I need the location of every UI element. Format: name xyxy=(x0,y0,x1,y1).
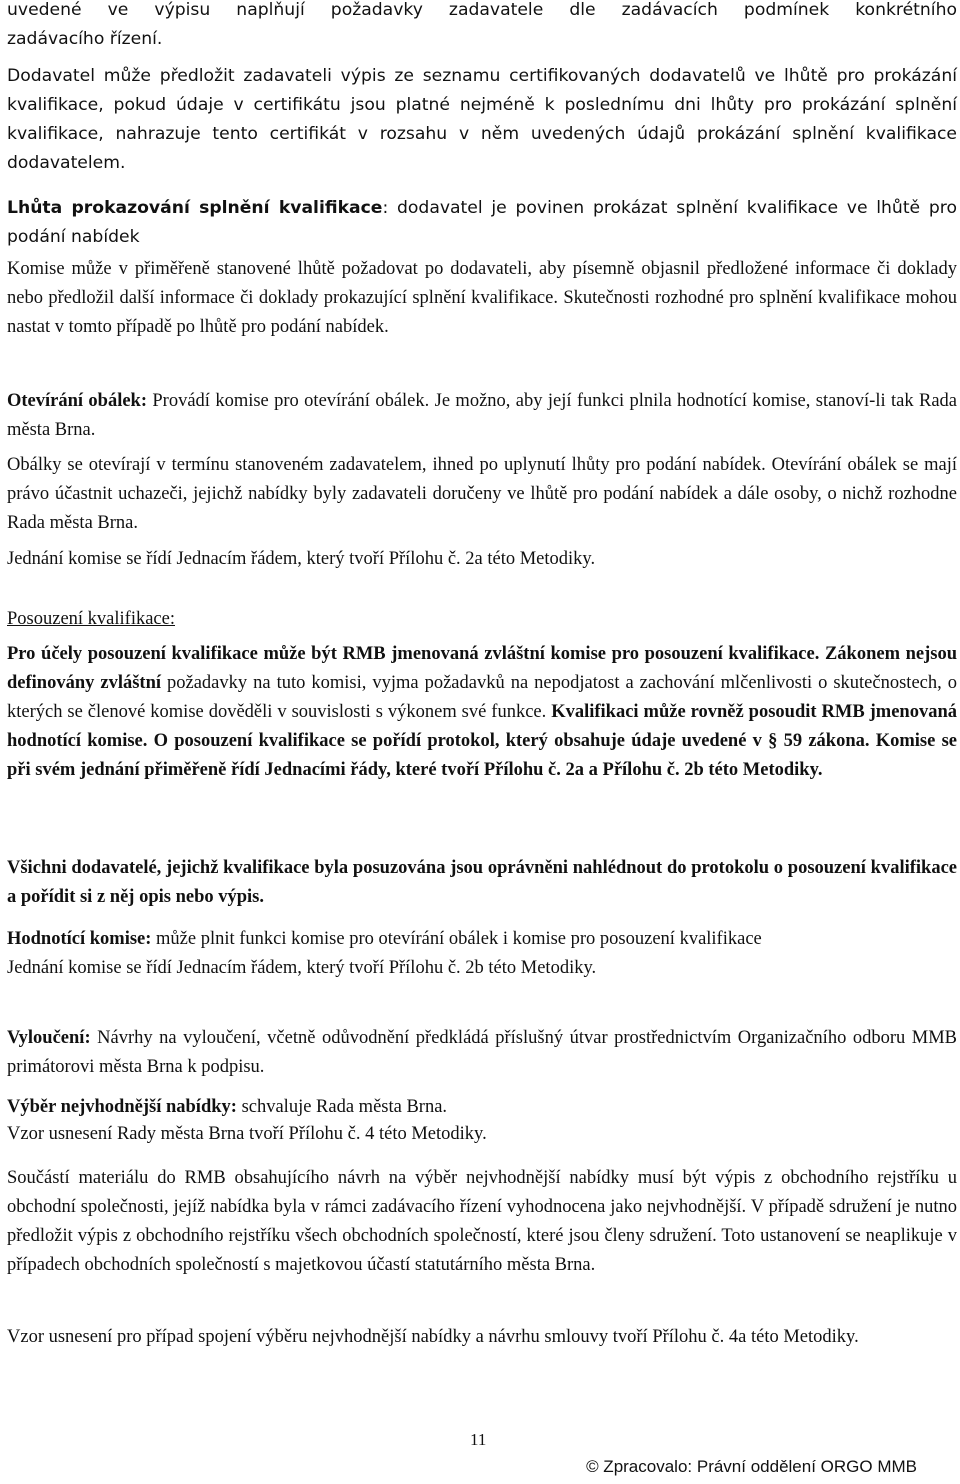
exclusion-label: Vyloučení: xyxy=(7,1028,91,1048)
paragraph-evaluation-commission xyxy=(7,925,957,983)
suppliers-rights-text: Všichni dodavatelé, jejichž kvalifikace byla posuzována jsou oprávněni nahlédnout do protokolu o posouzení kvalifikace a pořídit si z něj opis nebo výpis. xyxy=(7,858,957,907)
qualification-deadline-label: Lhůta prokazování splnění kvalifikace xyxy=(7,198,383,218)
best-offer-text: schvaluje Rada města Brna. xyxy=(236,1097,448,1117)
paragraph-exclusion xyxy=(7,1024,957,1082)
evaluation-commission-text: může plnit funkci komise pro otevírání obálek i komise pro posouzení kvalifikace xyxy=(151,929,762,949)
qualification-review-heading: Posouzení kvalifikace: xyxy=(7,609,175,629)
paragraph-intro-continuation xyxy=(7,0,957,54)
paragraph-qualification-deadline xyxy=(7,194,957,252)
paragraph-resolution-template xyxy=(7,1323,957,1352)
section-heading-qualification-review xyxy=(7,605,957,634)
rules-2a-text: Jednání komise se řídí Jednacím řádem, který tvoří Přílohu č. 2a této Metodiky. xyxy=(7,549,596,569)
evaluation-commission-rules: Jednání komise se řídí Jednacím řádem, který tvoří Přílohu č. 2b této Metodiky. xyxy=(7,958,597,978)
paragraph-commission-request xyxy=(7,255,957,342)
evaluation-commission-label: Hodnotící komise: xyxy=(7,929,152,949)
envelope-opening-text: Provádí komise pro otevírání obálek. Je možno, aby její funkci plnila hodnotící komise, stanoví-li tak Rada města Brna. xyxy=(7,391,957,440)
commercial-register-text: Součástí materiálu do RMB obsahujícího návrh na výběr nejvhodnější nabídky musí být výpis z obchodního rejstříku u obchodní společnosti, jejíž nabídka byla v rámci zadávacího řízení vyhodnocena jako nejvhodnější. V případě sdružení je nutno předložit výpis z obchodního rejstříku všech obchodních společností, které jsou členy sdružení. Toto ustanovení se neaplikuje v případech obchodních společností s majetkovou účastí statutárního města Brna. xyxy=(7,1168,957,1275)
envelope-term-text: Obálky se otevírají v termínu stanoveném zadavatelem, ihned po uplynutí lhůty pro podání nabídek. Otevírání obálek se mají právo účastnit uchazeči, jejichž nabídky byly zadavateli doručeny ve lhůtě pro podání nabídek a dále osoby, o nichž rozhodne Rada města Brna. xyxy=(7,455,957,533)
resolution-template-text: Vzor usnesení pro případ spojení výběru nejvhodnější nabídky a návrhu smlouvy tvoří Přílohu č. 4a této Metodiky. xyxy=(7,1327,859,1347)
commission-request-text-2: Skutečnosti rozhodné pro splnění kvalifikace mohou nastat v tomto případě po lhůtě pro podání nabídek. xyxy=(7,288,957,337)
special-commission-text: požadavky na tuto komisi, vyjma požadavků na nepodjatost a zachování mlčenlivosti o skutečnostech, o kterých se členové komise dověděli v souvislosti s výkonem své funkce. xyxy=(7,673,957,722)
special-commission-bold-3: Kvalifikaci může rovněž posoudit RMB jmenovaná hodnotící komise. O posouzení kvalifikace se pořídí protokol, který obsahuje údaje uvedené v § 59 zákona. Komise se při svém jednání přiměřeně řídí Jednacími řády, které tvoří Přílohu č. 2a a Přílohu č. 2b této Metodiky. xyxy=(7,702,957,780)
commission-request-text: Komise může v přiměřeně stanovené lhůtě požadovat po dodavateli, aby písemně objasnil předložené informace či doklady nebo předložil další informace či doklady prokazující splnění kvalifikace. xyxy=(7,259,957,308)
special-commission-bold-2: Zákonem nejsou definovány zvláštní xyxy=(7,644,957,693)
best-offer-label: Výběr nejvhodnější nabídky: xyxy=(7,1097,237,1117)
envelope-opening-label: Otevírání obálek: xyxy=(7,391,148,411)
paragraph-envelope-term xyxy=(7,451,957,538)
intro-line-1: uvedené ve výpisu naplňují požadavky zadavatele dle zadávacích podmínek konkrétního xyxy=(7,0,957,20)
page-number: 11 xyxy=(470,1430,487,1449)
exclusion-text: Návrhy na vyloučení, včetně odůvodnění předkládá příslušný útvar prostřednictvím Organizačního odboru MMB primátorovi města Brna k podpisu. xyxy=(7,1028,957,1077)
best-offer-template: Vzor usnesení Rady města Brna tvoří Přílohu č. 4 této Metodiky. xyxy=(7,1124,487,1144)
paragraph-certificate xyxy=(7,62,957,178)
paragraph-suppliers-rights xyxy=(7,854,957,912)
paragraph-special-commission xyxy=(7,640,957,785)
footer-credit: © Zpracovalo: Právní oddělení ORGO MMB xyxy=(586,1457,917,1476)
certificate-text: Dodavatel může předložit zadavateli výpis ze seznamu certifikovaných dodavatelů ve lhůtě pro prokázání kvalifikace, pokud údaje v certifikátu jsou platné nejméně k poslednímu dni lhůty pro prokázání splnění kvalifikace, nahrazuje tento certifikát v rozsahu v něm uvedených údajů prokázání splnění kvalifikace dodavatelem. xyxy=(7,66,957,173)
paragraph-rules-2a xyxy=(7,545,957,574)
intro-line-2: zadávacího řízení. xyxy=(7,29,163,49)
qualification-deadline-text: : dodavatel je povinen prokázat splnění kvalifikace ve lhůtě pro podání nabídek xyxy=(7,198,957,247)
special-commission-bold-1: Pro účely posouzení kvalifikace může být RMB jmenovaná zvláštní komise pro posouzení kvalifikace. xyxy=(7,644,820,664)
paragraph-commercial-register xyxy=(7,1164,957,1280)
paragraph-envelope-opening xyxy=(7,387,957,445)
paragraph-best-offer xyxy=(7,1094,957,1148)
